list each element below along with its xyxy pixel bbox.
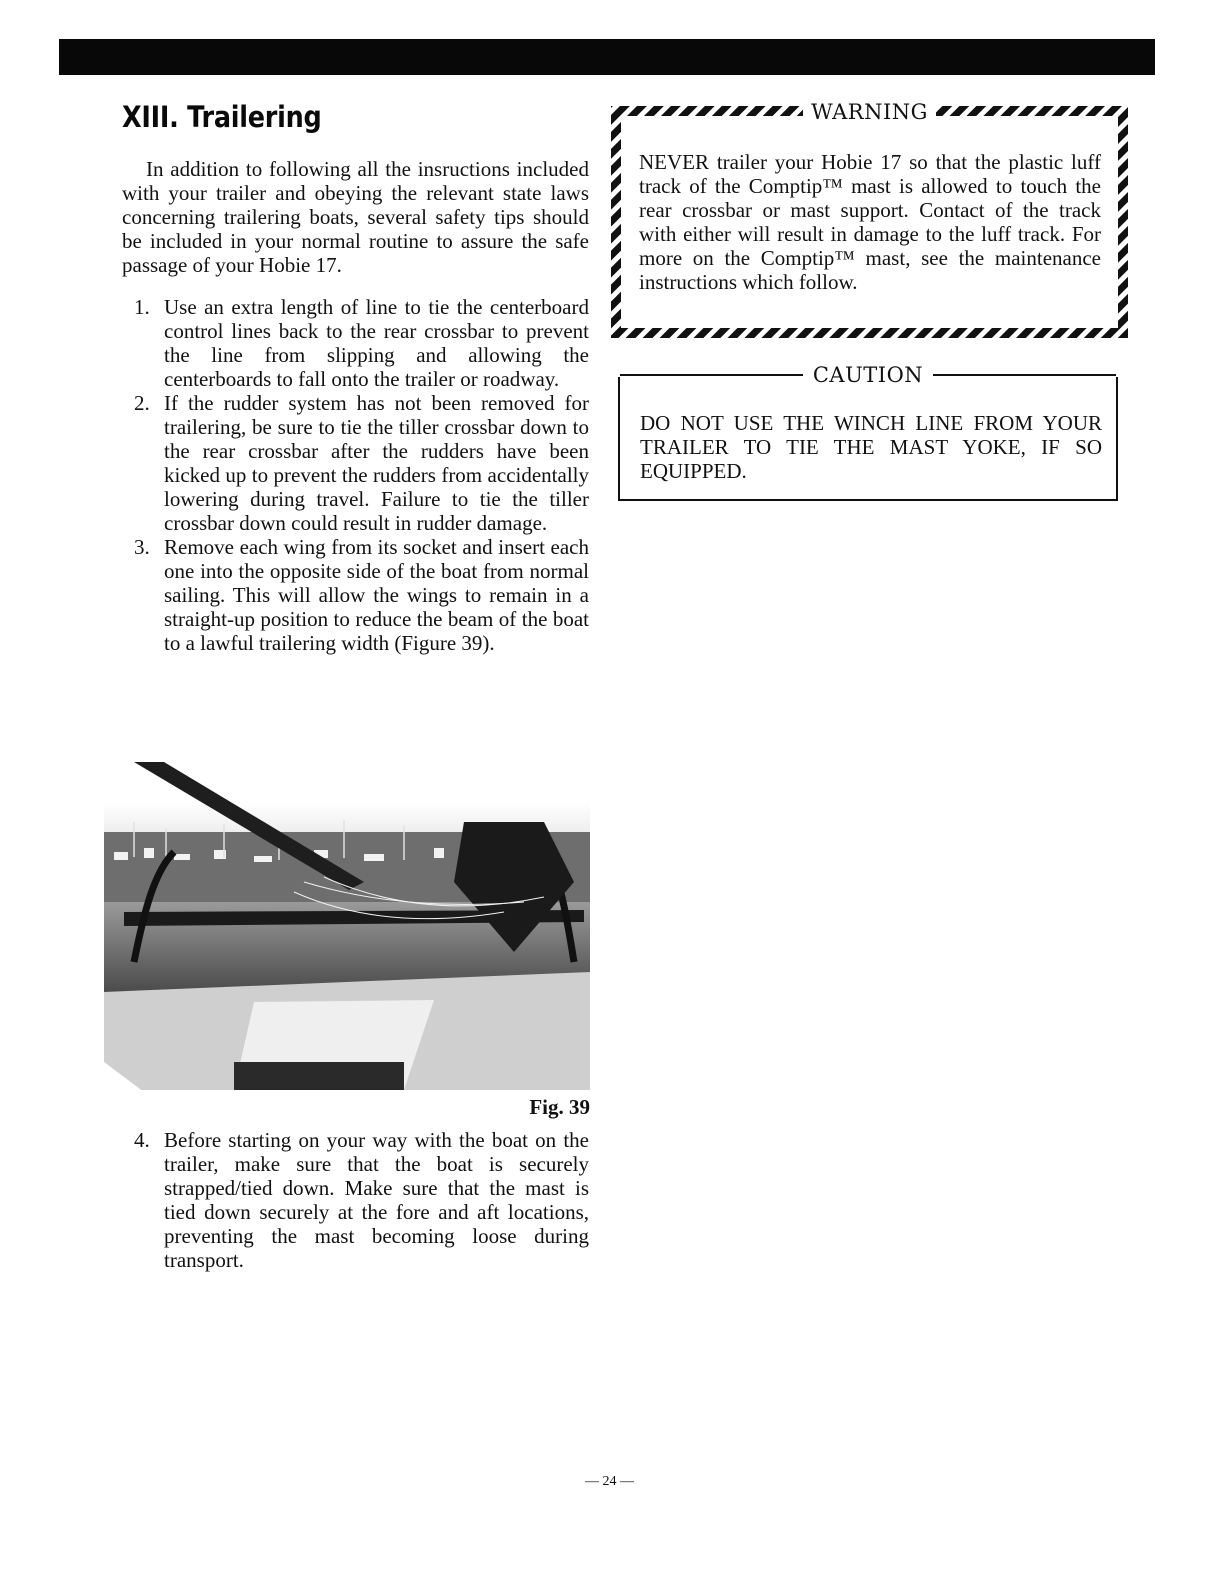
header-bar [59,39,1155,75]
step-number: 1. [134,294,150,319]
list-item [122,1128,589,1272]
step-number: 4. [134,1128,150,1152]
boat-photo [104,762,590,1090]
figure-caption: Fig. 39 [529,1095,590,1119]
caution-title: CAUTION [803,363,933,387]
step-text: Use an extra length of line to tie the centerboard control lines back to the rear crossbar to prevent the line from slipping and allowing the centerboards to fall onto the trailer or roadway. [164,294,589,391]
warning-title [611,100,1128,124]
page-number: — 24 — [585,1474,634,1489]
caution-rule-right [933,374,1116,376]
list-item [122,295,589,391]
caution-box [618,363,1118,501]
right-column [611,98,1128,501]
list-item [122,391,589,535]
caution-header [620,363,1116,387]
step-list [122,295,589,655]
warning-box [611,98,1128,341]
step-number: 3. [134,534,150,559]
step-text: Remove each wing from its socket and insert each one into the opposite side of the boat from normal sailing. This will allow the wings to remain in a straight-up position to reduce the beam of the boat to a lawful trailering width (Figure 39). [164,534,589,655]
step-4-block [122,1128,589,1272]
caution-text: DO NOT USE THE WINCH LINE FROM YOUR TRAILER TO TIE THE MAST YOKE, IF SO EQUIPPED. [640,411,1102,483]
step-text: Before starting on your way with the boat on the trailer, make sure that the boat is securely strapped/tied down. Make sure that the mast is tied down securely at the fore and aft locations, preventing the mast becoming loose during transport. [164,1128,589,1272]
list-item [122,535,589,655]
warning-text: NEVER trailer your Hobie 17 so that the plastic luff track of the Comptip™ mast is allowed to touch the rear crossbar or mast support. Contact of the track with either will result in damage to the luff track. For more on the Comptip™ mast, see the maintenance instructions which follow. [639,150,1101,294]
warning-title-text: WARNING [803,100,936,124]
step-text: If the rudder system has not been removed for trailering, be sure to tie the tiller crossbar down to the rear crossbar after the rudders have been kicked up to prevent the rudders from accidentally lowering during travel. Failure to tie the tiller crossbar down could result in rudder damage. [164,390,589,535]
section-title: XIII. Trailering [122,100,322,134]
intro-paragraph: In addition to following all the insructions included with your trailer and obeying the relevant state laws concerning trailering boats, several safety tips should be included in your normal routine to assure the safe passage of your Hobie 17. [122,156,589,277]
figure-39 [104,762,590,1119]
caution-rule-left [620,374,803,376]
left-column [122,100,589,655]
step-number: 2. [134,390,150,415]
